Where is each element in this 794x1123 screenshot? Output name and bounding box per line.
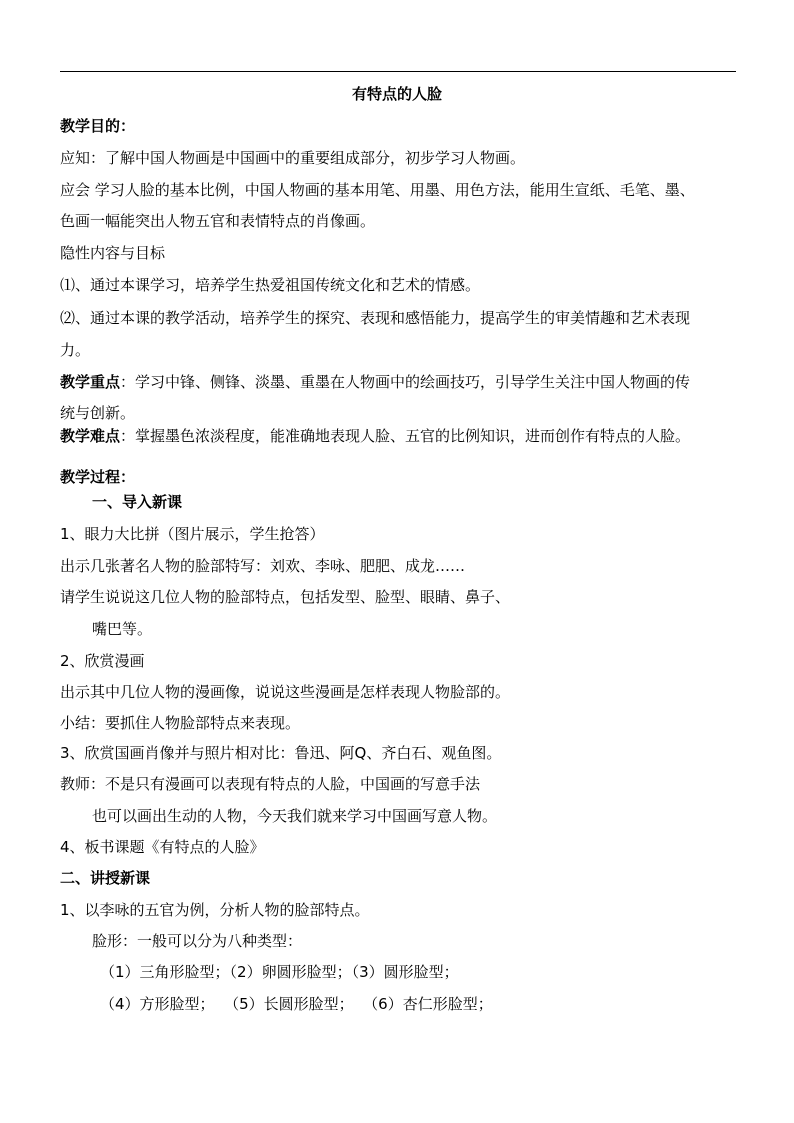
know-line: 应知：了解中国人物画是中国画中的重要组成部分，初步学习人物画。 <box>60 149 526 167</box>
section-1-heading: 一、导入新课 <box>92 493 183 511</box>
key-point-label: 教学重点 <box>60 373 121 391</box>
difficulty-line <box>60 426 690 446</box>
skill-line-2: 色画一幅能突出人物五官和表情特点的肖像画。 <box>60 212 376 230</box>
process-heading: 教学过程： <box>60 468 136 486</box>
hidden-item-2-line-2: 力。 <box>60 341 91 359</box>
s1-item-1-b1: 请学生说说这几位人物的脸部特点，包括发型、脸型、眼睛、鼻子、 <box>60 588 511 606</box>
s2-face-line: 脸形：一般可以分为八种类型： <box>92 932 303 950</box>
skill-line-1: 应会 学习人脸的基本比例，中国人物画的基本用笔、用墨、用色方法，能用生宣纸、毛笔、墨、 <box>60 181 695 199</box>
hidden-heading: 隐性内容与目标 <box>60 244 166 262</box>
header-rule <box>60 71 736 72</box>
s1-item-1-a: 出示几张著名人物的脸部特写：刘欢、李咏、肥肥、成龙…… <box>60 557 466 575</box>
objectives-heading: 教学目的： <box>60 117 136 135</box>
s1-item-1-b2: 嘴巴等。 <box>92 620 153 638</box>
s2-item-1: 1、以李咏的五官为例，分析人物的脸部特点。 <box>60 901 370 919</box>
s2-face-types-1: （1）三角形脸型；（2）卵圆形脸型；（3）圆形脸型； <box>100 963 459 981</box>
document-title: 有特点的人脸 <box>351 85 442 103</box>
s1-item-2: 2、欣赏漫画 <box>60 652 145 670</box>
s1-item-1: 1、眼力大比拼（图片展示，学生抢答） <box>60 525 325 543</box>
s1-item-3-a2: 也可以画出生动的人物，今天我们就来学习中国画写意人物。 <box>92 807 498 825</box>
s1-item-3-a1: 教师：不是只有漫画可以表现有特点的人脸，中国画的写意手法 <box>60 775 481 793</box>
section-2-heading: 二、讲授新课 <box>60 869 151 887</box>
s1-item-4: 4、板书课题《有特点的人脸》 <box>60 838 265 856</box>
s2-face-types-2: （4）方形脸型； （5）长圆形脸型； （6）杏仁形脸型； <box>100 995 493 1013</box>
key-point-line-1 <box>60 372 690 392</box>
s1-item-3: 3、欣赏国画肖像并与照片相对比：鲁迅、阿Q、齐白石、观鱼图。 <box>60 744 502 762</box>
difficulty-text: ：掌握墨色浓淡程度，能准确地表现人脸、五官的比例知识，进而创作有特点的人脸。 <box>120 427 691 445</box>
s1-item-2-a: 出示其中几位人物的漫画像，说说这些漫画是怎样表现人物脸部的。 <box>60 683 511 701</box>
hidden-item-1: ⑴、通过本课学习，培养学生热爱祖国传统文化和艺术的情感。 <box>60 276 481 294</box>
key-point-line-2: 统与创新。 <box>60 404 136 422</box>
key-point-text: ：学习中锋、侧锋、淡墨、重墨在人物画中的绘画技巧，引导学生关注中国人物画的传 <box>120 373 691 391</box>
s1-item-2-b: 小结：要抓住人物脸部特点来表现。 <box>60 714 301 732</box>
difficulty-label: 教学难点 <box>60 427 121 445</box>
hidden-item-2-line-1: ⑵、通过本课的教学活动，培养学生的探究、表现和感悟能力，提高学生的审美情趣和艺术表现 <box>60 309 691 327</box>
